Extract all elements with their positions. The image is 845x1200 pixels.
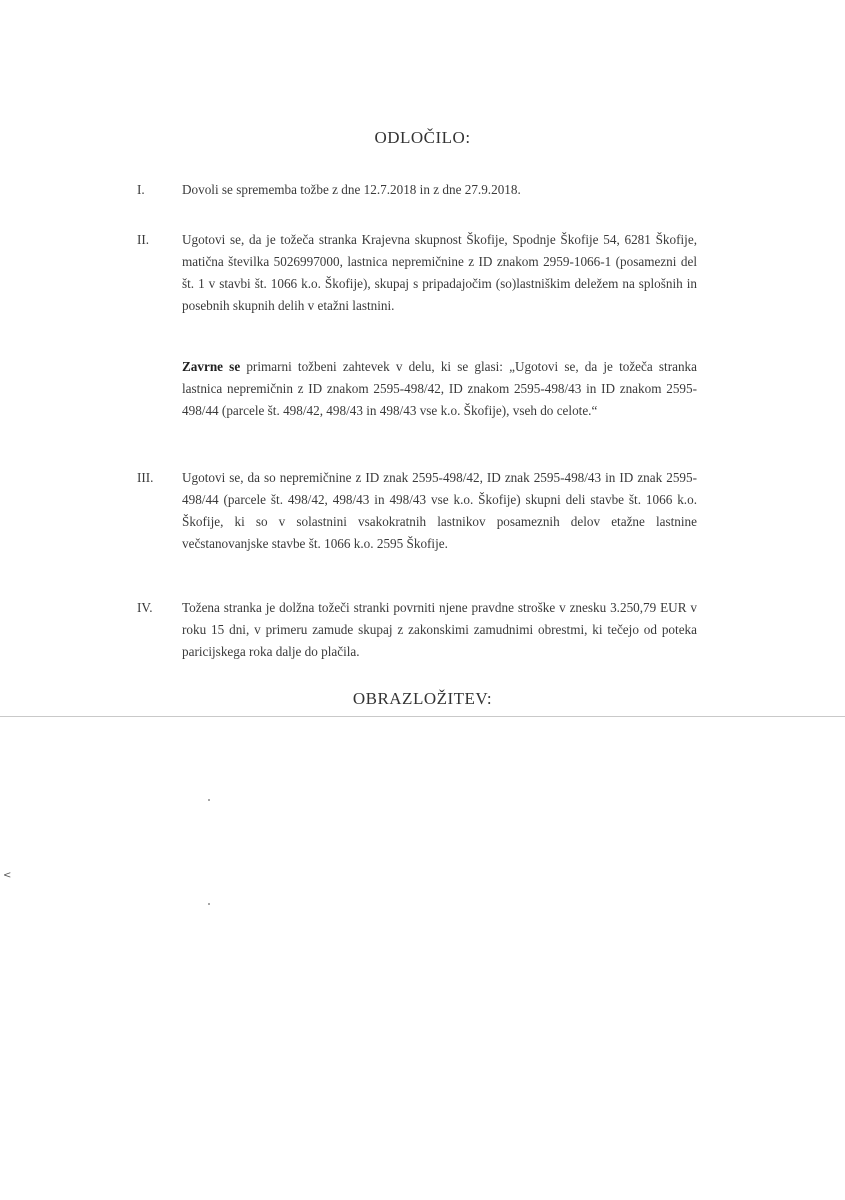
rejection-lead: Zavrne se xyxy=(182,359,241,374)
rejection-paragraph xyxy=(182,356,697,422)
item-text: Ugotovi se, da je tožeča stranka Krajevna skupnost Škofije, Spodnje Škofije 54, 6281 Škofije, matična številka 5026997000, lastnica nepremičnine z ID znakom 2959-1066-1 (posamezni del št. 1 v stavbi št. 1066 k.o. Škofije), skupaj s pripadajočim (so)lastniškim deležem na splošnih in posebnih skupnih delih v etažni lastnini. xyxy=(182,232,697,313)
scan-speck xyxy=(208,903,210,905)
decision-item-4 xyxy=(137,597,697,663)
decision-item-3 xyxy=(137,467,697,555)
decision-item-2 xyxy=(137,229,697,317)
margin-mark: < xyxy=(3,870,12,881)
item-text: Tožena stranka je dolžna tožeči stranki povrniti njene pravdne stroške v znesku 3.250,79 EUR v roku 15 dni, v primeru zamude skupaj z zakonskimi zamudnimi obrestmi, ki tečejo od poteka paricijskega roka dalje do plačila. xyxy=(182,600,697,659)
item-number: IV. xyxy=(137,600,153,615)
item-text: Dovoli se sprememba tožbe z dne 12.7.2018 in z dne 27.9.2018. xyxy=(182,182,521,197)
decision-heading: ODLOČILO: xyxy=(374,128,471,147)
reasoning-heading: OBRAZLOŽITEV: xyxy=(352,689,493,708)
item-number: I. xyxy=(137,182,145,197)
page-divider xyxy=(0,716,845,717)
decision-item-1 xyxy=(137,179,697,201)
item-number: III. xyxy=(137,470,154,485)
rejection-text: primarni tožbeni zahtevek v delu, ki se glasi: „Ugotovi se, da je tožeča stranka lastnica nepremičnin z ID znakom 2595-498/42, ID znakom 2595-498/43 in ID znakom 2595-498/44 (parcele št. 498/42, 498/43 in 498/43 vse k.o. Škofije), vseh do celote.“ xyxy=(182,359,697,418)
scan-speck xyxy=(208,799,210,801)
item-text: Ugotovi se, da so nepremičnine z ID znak 2595-498/42, ID znak 2595-498/43 in ID znak 2595-498/44 (parcele št. 498/42, 498/43 in 498/43 vse k.o. Škofije) skupni deli stavbe št. 1066 k.o. Škofije, ki so v solastnini vsakokratnih lastnikov posameznih delov etažne lastnine večstanovanjske stavbe št. 1066 k.o. 2595 Škofije. xyxy=(182,470,697,551)
item-number: II. xyxy=(137,232,150,247)
